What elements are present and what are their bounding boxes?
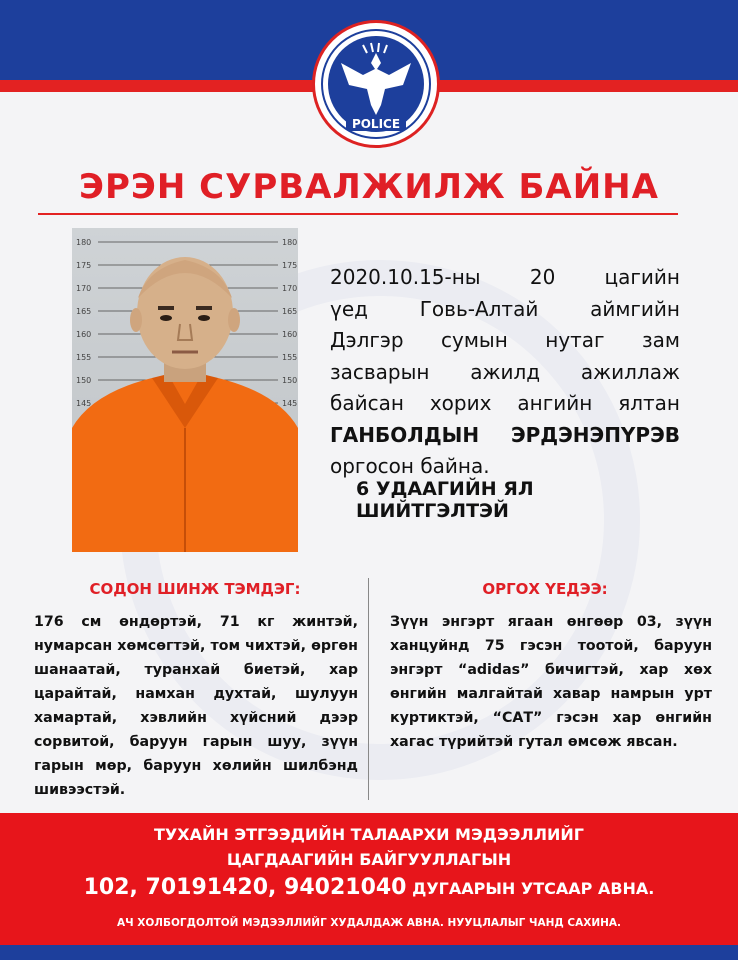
scale-label: 150 <box>76 376 92 385</box>
scale-label: 160 <box>76 330 92 339</box>
eagle-emblem-icon <box>315 23 437 145</box>
scale-label: 170 <box>76 284 92 293</box>
scale-label: 155 <box>282 353 298 362</box>
scale-label: 145 <box>282 399 298 408</box>
column-divider <box>368 578 369 800</box>
conviction-count: 6 УДААГИЙН ЯЛ ШИЙТГЭЛТЭЙ <box>356 478 534 522</box>
suspect-photo <box>72 228 298 552</box>
story-line: засварын ажилд ажиллаж <box>330 359 680 384</box>
scale-label: 180 <box>76 238 92 247</box>
story-line: Дэлгэр сумын нутаг зам <box>330 328 680 352</box>
story-line: 2020.10.15-ны 20 цагийн <box>330 265 680 289</box>
scale-label: 165 <box>76 307 92 316</box>
scale-label: 175 <box>282 261 298 270</box>
footer-phone-line <box>0 875 738 900</box>
story-line: байсан хорих ангийн ялтан <box>330 391 680 415</box>
scale-label: 180 <box>282 238 298 247</box>
scale-label: 145 <box>76 399 92 408</box>
police-badge <box>312 20 440 148</box>
footer-line-2: ЦАГДААГИЙН БАЙГУУЛЛАГЫН <box>226 850 512 869</box>
scale-label: 160 <box>282 330 298 339</box>
features-title: СОДОН ШИНЖ ТЭМДЭГ: <box>89 580 301 598</box>
escape-text: Зүүн энгэрт ягаан өнгөөр 03, зүүн ханцуйнд 75 гэсэн тоотой, баруун энгэрт “adidas” бичигтэй, хар хөх өнгийн малгайтай хавар намрын урт куртиктэй, “САТ” гэсэн хар өнгийн хагас түрийтэй гутал өмсөж явсан. <box>390 614 712 750</box>
incident-description <box>330 262 680 483</box>
contact-footer <box>0 813 738 945</box>
footer-line-1: ТУХАЙН ЭТГЭЭДИЙН ТАЛААРХИ МЭДЭЭЛЛИЙГ <box>154 825 584 844</box>
headline-underline <box>38 213 678 215</box>
headline: ЭРЭН СУРВАЛЖИЛЖ БАЙНА <box>79 167 659 207</box>
scale-label: 155 <box>76 353 92 362</box>
scale-label: 165 <box>282 307 298 316</box>
suspect-name: ГАНБОЛДЫН ЭРДЭНЭПҮРЭВ <box>330 422 680 447</box>
scale-label: 150 <box>282 376 298 385</box>
scale-label: 170 <box>282 284 298 293</box>
features-text: 176 см өндөртэй, 71 кг жинтэй, нумарсан хөмсөгтэй, том чихтэй, өргөн шанаатай, туранхай биетэй, хар царайтай, намхан духтай, шулуун хамартай, хэвлийн хүйсний дээр сорвитой, баруун гарын шуу, зүүн гарын мөр, баруун хөлийн шилбэнд шивээстэй. <box>34 614 358 798</box>
bottom-blue-band <box>0 945 738 960</box>
footer-reward-note: АЧ ХОЛБОГДОЛТОЙ МЭДЭЭЛЛИЙГ ХУДАЛДАЖ АВНА. НУУЦЛАЛЫГ ЧАНД САХИНА. <box>116 917 622 929</box>
escape-title: ОРГОХ ҮЕДЭЭ: <box>482 580 608 598</box>
phone-numbers: 102, 70191420, 94021040 <box>83 875 407 900</box>
badge-text: POLICE <box>351 117 401 131</box>
scale-label: 175 <box>76 261 92 270</box>
story-line: оргосон байна. <box>330 454 490 478</box>
story-line: үед Говь-Алтай аймгийн <box>330 296 680 321</box>
phone-suffix: ДУГААРЫН УТСААР АВНА. <box>412 879 655 898</box>
